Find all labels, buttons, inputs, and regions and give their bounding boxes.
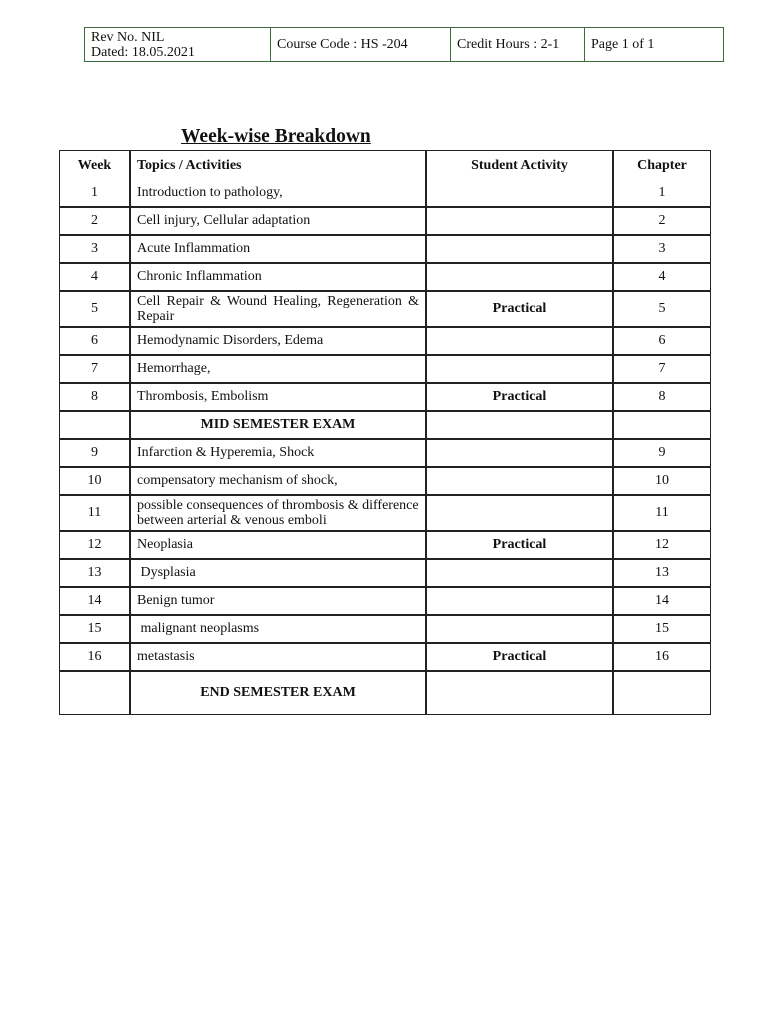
week-cell: 15 <box>60 616 131 644</box>
chapter-cell: 9 <box>614 440 710 468</box>
topic-cell: Cell Repair & Wound Healing, Regeneration & Repair <box>131 292 427 328</box>
activity-cell <box>427 264 614 292</box>
mid-semester-row <box>60 412 710 440</box>
table-row <box>60 616 710 644</box>
credit-hours: Credit Hours : 2-1 <box>457 37 560 52</box>
column-header-topics: Topics / Activities <box>131 151 427 180</box>
topic-cell: Cell injury, Cellular adaptation <box>131 208 427 236</box>
week-cell <box>60 412 131 440</box>
week-cell: 1 <box>60 180 131 208</box>
week-cell: 10 <box>60 468 131 496</box>
topic-cell: Introduction to pathology, <box>131 180 427 208</box>
chapter-cell: 16 <box>614 644 710 672</box>
activity-cell <box>427 328 614 356</box>
table-row <box>60 356 710 384</box>
topic-cell: metastasis <box>131 644 427 672</box>
table-row <box>60 644 710 672</box>
page-title: Week-wise Breakdown <box>181 126 371 147</box>
chapter-cell: 3 <box>614 236 710 264</box>
revision-number: Rev No. NIL <box>91 29 165 45</box>
column-header-student-activity: Student Activity <box>427 151 614 180</box>
table-row <box>60 440 710 468</box>
topic-cell: Thrombosis, Embolism <box>131 384 427 412</box>
activity-cell: Practical <box>427 292 614 328</box>
topic-cell: Dysplasia <box>131 560 427 588</box>
topic-cell: Chronic Inflammation <box>131 264 427 292</box>
course-code: Course Code : HS -204 <box>277 37 408 52</box>
activity-cell <box>427 440 614 468</box>
end-semester-row <box>60 672 710 714</box>
activity-cell <box>427 672 614 714</box>
week-cell: 3 <box>60 236 131 264</box>
week-cell: 8 <box>60 384 131 412</box>
credit-hours-cell <box>451 28 585 61</box>
table-row <box>60 532 710 560</box>
table-row <box>60 384 710 412</box>
mid-semester-exam-label: MID SEMESTER EXAM <box>131 412 427 440</box>
week-cell: 12 <box>60 532 131 560</box>
chapter-cell: 5 <box>614 292 710 328</box>
chapter-cell: 4 <box>614 264 710 292</box>
chapter-cell: 12 <box>614 532 710 560</box>
page-number-cell <box>585 28 723 61</box>
week-breakdown-table <box>59 150 711 715</box>
topic-cell: Infarction & Hyperemia, Shock <box>131 440 427 468</box>
table-row <box>60 236 710 264</box>
revision-cell <box>85 28 271 61</box>
activity-cell <box>427 468 614 496</box>
chapter-cell: 13 <box>614 560 710 588</box>
chapter-cell: 6 <box>614 328 710 356</box>
week-cell: 11 <box>60 496 131 532</box>
week-cell: 9 <box>60 440 131 468</box>
chapter-cell: 10 <box>614 468 710 496</box>
table-row <box>60 264 710 292</box>
chapter-cell: 8 <box>614 384 710 412</box>
table-row <box>60 468 710 496</box>
chapter-cell <box>614 412 710 440</box>
week-cell: 13 <box>60 560 131 588</box>
topic-cell: Hemodynamic Disorders, Edema <box>131 328 427 356</box>
chapter-cell: 7 <box>614 356 710 384</box>
chapter-cell: 1 <box>614 180 710 208</box>
week-cell: 5 <box>60 292 131 328</box>
activity-cell: Practical <box>427 532 614 560</box>
topic-cell: Acute Inflammation <box>131 236 427 264</box>
end-semester-exam-label: END SEMESTER EXAM <box>131 672 427 714</box>
activity-cell <box>427 356 614 384</box>
column-header-chapter: Chapter <box>637 157 687 173</box>
table-row <box>60 180 710 208</box>
topic-cell: compensatory mechanism of shock, <box>131 468 427 496</box>
week-cell: 4 <box>60 264 131 292</box>
course-code-cell <box>271 28 451 61</box>
week-cell: 6 <box>60 328 131 356</box>
activity-cell <box>427 616 614 644</box>
table-row <box>60 328 710 356</box>
week-cell: 2 <box>60 208 131 236</box>
activity-cell <box>427 588 614 616</box>
table-header-row <box>60 151 710 180</box>
topic-cell: Benign tumor <box>131 588 427 616</box>
table-row <box>60 588 710 616</box>
activity-cell: Practical <box>427 644 614 672</box>
chapter-cell <box>614 672 710 714</box>
chapter-cell: 14 <box>614 588 710 616</box>
table-row <box>60 496 710 532</box>
activity-cell <box>427 236 614 264</box>
topic-cell: possible consequences of thrombosis & difference between arterial & venous emboli <box>131 496 427 532</box>
week-cell: 7 <box>60 356 131 384</box>
document-header <box>84 27 724 62</box>
column-header-week: Week <box>60 151 131 180</box>
chapter-cell: 15 <box>614 616 710 644</box>
topic-cell: Neoplasia <box>131 532 427 560</box>
topic-cell: Hemorrhage, <box>131 356 427 384</box>
week-cell <box>60 672 131 714</box>
activity-cell <box>427 208 614 236</box>
chapter-cell: 2 <box>614 208 710 236</box>
table-row <box>60 560 710 588</box>
activity-cell <box>427 496 614 532</box>
chapter-cell: 11 <box>614 496 710 532</box>
activity-cell <box>427 412 614 440</box>
topic-cell: malignant neoplasms <box>131 616 427 644</box>
table-row <box>60 292 710 328</box>
activity-cell: Practical <box>427 384 614 412</box>
week-cell: 14 <box>60 588 131 616</box>
week-cell: 16 <box>60 644 131 672</box>
table-row <box>60 208 710 236</box>
activity-cell <box>427 560 614 588</box>
revision-date: Dated: 18.05.2021 <box>91 44 195 60</box>
page-number: Page 1 of 1 <box>591 37 655 52</box>
activity-cell <box>427 180 614 208</box>
